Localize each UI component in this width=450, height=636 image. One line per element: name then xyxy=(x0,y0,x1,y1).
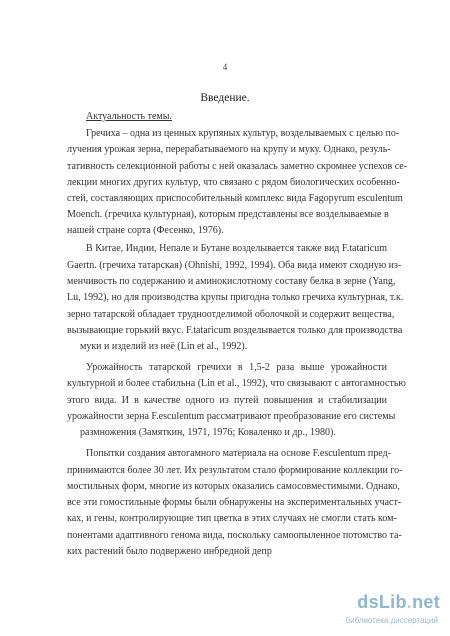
watermark-logo-dot: . xyxy=(406,592,413,612)
section-label: Актуальность темы. xyxy=(86,111,172,122)
text-line: Gaertn. (гречиха татарская) (Ohnishi, 1992, 1994). Оба вида имеют сходную из- xyxy=(67,260,402,271)
text-line: менчивость по содержанию и аминокислотному составу белка в зерне (Yang, xyxy=(67,276,396,287)
text-line: Попытки создания автогамного материала на основе F.esculentum пред- xyxy=(86,448,391,459)
text-line: Гречиха – одна из ценных крупяных культур, возделываемых с целью по- xyxy=(86,128,400,139)
text-line: ках, и гены, контролирующие тип цветка в этих случаях не смогли стать ком- xyxy=(67,513,397,524)
text-line: нашей стране сорта (Фесенко, 1976). xyxy=(67,225,224,236)
text-line: понентами адаптивного генома вида, поскольку самоопыленное потомство та- xyxy=(67,530,402,541)
watermark-logo-tld: net xyxy=(412,592,440,612)
text-line: урожайности зерна F.esculentum рассматривают преобразование его системы xyxy=(67,411,396,422)
text-line: лучения урожая зерна, перерабатываемого на крупу и муку. Однако, резуль- xyxy=(67,144,391,155)
watermark-logo xyxy=(357,592,440,613)
text-line: ких растений было подвержено инбредной депр xyxy=(67,546,272,557)
text-line: все эти гомостильные формы были обнаружены на экспериментальных участ- xyxy=(67,497,402,508)
text-line: вызывающие горький вкус. F.tataricum возделывается только для производства xyxy=(67,325,403,336)
text-line: тативность селекционной работы с ней оказалась заметно скромнее успехов се- xyxy=(67,161,408,172)
text-line: стей, составляющих приспособительный комплекс вида Fagopyrum esculentum xyxy=(67,193,403,204)
text-line: мостильных форм, многие из которых оказались самосовместимыми. Однако, xyxy=(67,481,400,492)
text-line: Урожайность татарской гречихи в 1,5-2 раза выше урожайности xyxy=(86,362,387,373)
text-line: принимаются более 30 лет. Их результатом стало формирование коллекции го- xyxy=(67,465,403,476)
text-line: Moench. (гречиха культурная), которым представлены все возделываемые в xyxy=(67,209,389,220)
text-line: В Китае, Индии, Непале и Бутане возделывается также вид F.tataricum xyxy=(86,243,387,254)
page-title: Введение. xyxy=(200,92,250,104)
text-line: Lu, 1992), но для производства крупы пригодна только гречиха культурная, т.к. xyxy=(67,292,404,303)
text-line: размножения (Замяткин, 1971, 1976; Коваленко и др., 1980). xyxy=(80,427,336,438)
text-line: этого вида. И в качестве одного из путей повышения и стабилизации xyxy=(67,395,387,406)
text-line: лекции многих других культур, что связано с рядом биологических особенно- xyxy=(67,177,400,188)
watermark-logo-main: dsLib xyxy=(357,592,407,612)
text-line: муки и изделий из неё (Lin et al., 1992). xyxy=(80,341,248,352)
text-line: культурной и более стабильна (Lin et al., 1992), что связывают с автогамностью xyxy=(67,378,406,389)
page-number: 4 xyxy=(222,62,228,72)
watermark xyxy=(320,592,440,630)
text-line: зерно татарской обладает трудноотделимой оболочкой и содержит вещества, xyxy=(67,309,395,320)
watermark-subtitle: библиотека диссертаций xyxy=(345,616,438,625)
